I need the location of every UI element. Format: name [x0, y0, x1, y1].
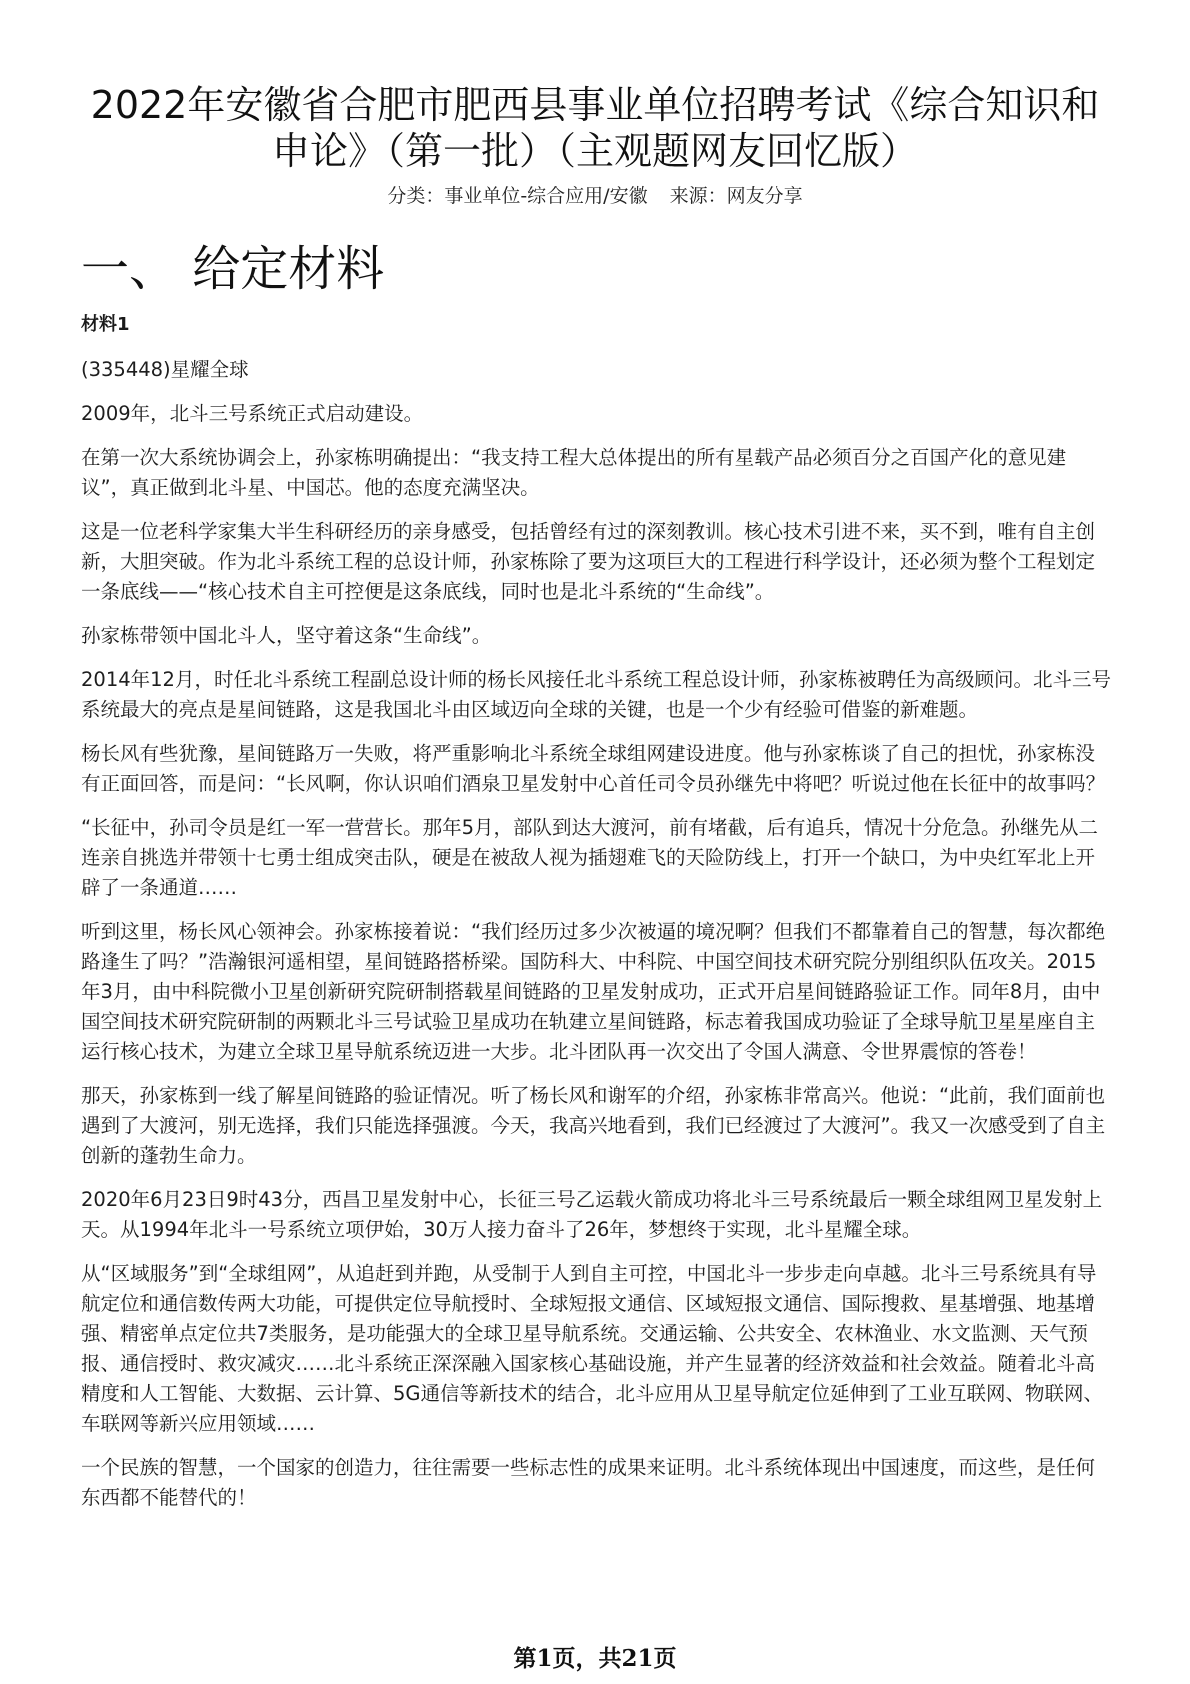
document-title: 2022年安徽省合肥市肥西县事业单位招聘考试《综合知识和申论》（第一批）（主观题网友回忆版）: [90, 83, 1100, 173]
section-heading: 一、 给定材料: [81, 241, 385, 297]
paragraph: 孙家栋带领中国北斗人，坚守着这条“生命线”。: [81, 624, 492, 647]
paragraph: 2009年，北斗三号系统正式启动建设。: [81, 402, 424, 425]
source-text: 来源：网友分享: [669, 185, 803, 207]
paragraph: 杨长风有些犹豫，星间链路万一失败，将严重影响北斗系统全球组网建设进度。他与孙家栋谈了自己的担忧，孙家栋没有正面回答，而是问：“长风啊，你认识咱们酒泉卫星发射中心首任司令员孙继先中将吧？听说过他在长征中的故事吗？: [81, 742, 1106, 795]
document-meta: [90, 184, 1100, 208]
paragraph: 在第一次大系统协调会上，孙家栋明确提出：“我支持工程大总体提出的所有星载产品必须百分之百国产化的意见建议”，真正做到北斗星、中国芯。他的态度充满坚决。: [81, 446, 1067, 499]
document-body: [81, 313, 1111, 1527]
paragraph: “长征中，孙司令员是红一军一营营长。那年5月，部队到达大渡河，前有堵截，后有追兵，情况十分危急。孙继先从二连亲自挑选并带领十七勇士组成突击队，硬是在被敌人视为插翅难飞的天险防线上，打开一个缺口，为中央红军北上开辟了一条通道……: [81, 816, 1099, 899]
paragraph: 从“区域服务”到“全球组网”，从追赶到并跑，从受制于人到自主可控，中国北斗一步步走向卓越。北斗三号系统具有导航定位和通信数传两大功能，可提供定位导航授时、全球短报文通信、区域短报文通信、国际搜救、星基增强、地基增强、精密单点定位共7类服务，是功能强大的全球卫星导航系统。交通运输、公共安全、农林渔业、水文监测、天气预报、通信授时、救灾减灾……北斗系统正深深融入国家核心基础设施，并产生显著的经济效益和社会效益。随着北斗高精度和人工智能、大数据、云计算、5G通信等新技术的结合，北斗应用从卫星导航定位延伸到了工业互联网、物联网、车联网等新兴应用领域……: [81, 1262, 1104, 1435]
paragraph: 一个民族的智慧，一个国家的创造力，往往需要一些标志性的成果来证明。北斗系统体现出中国速度，而这些，是任何东西都不能替代的！: [81, 1456, 1096, 1509]
page-number: 第1页，共21页: [513, 1645, 677, 1672]
material-label: 材料1: [81, 314, 130, 335]
paragraph: 2020年6月23日9时43分，西昌卫星发射中心，长征三号乙运载火箭成功将北斗三号系统最后一颗全球组网卫星发射上天。从1994年北斗一号系统立项伊始，30万人接力奋斗了26年，梦想终于实现，北斗星耀全球。: [81, 1188, 1103, 1241]
paragraph: 这是一位老科学家集大半生科研经历的亲身感受，包括曾经有过的深刻教训。核心技术引进不来，买不到，唯有自主创新，大胆突破。作为北斗系统工程的总设计师，孙家栋除了要为这项巨大的工程进行科学设计，还必须为整个工程划定一条底线——“核心技术自主可控便是这条底线，同时也是北斗系统的“生命线”。: [81, 520, 1096, 603]
paragraph: 那天，孙家栋到一线了解星间链路的验证情况。听了杨长风和谢军的介绍，孙家栋非常高兴。他说：“此前，我们面前也遇到了大渡河，别无选择，我们只能选择强渡。今天，我高兴地看到，我们已经渡过了大渡河”。我又一次感受到了自主创新的蓬勃生命力。: [81, 1084, 1106, 1167]
category-text: 分类：事业单位-综合应用/安徽: [387, 185, 648, 207]
paragraph: (335448)星耀全球: [81, 358, 249, 381]
paragraph: 听到这里，杨长风心领神会。孙家栋接着说：“我们经历过多少次被逼的境况啊？但我们不都靠着自己的智慧，每次都绝路逢生了吗？”浩瀚银河遥相望，星间链路搭桥梁。国防科大、中科院、中国空间技术研究院分别组织队伍攻关。2015年3月，由中科院微小卫星创新研究院研制搭载星间链路的卫星发射成功，正式开启星间链路验证工作。同年8月，由中国空间技术研究院研制的两颗北斗三号试验卫星成功在轨建立星间链路，标志着我国成功验证了全球导航卫星星座自主运行核心技术，为建立全球卫星导航系统迈进一大步。北斗团队再一次交出了令国人满意、令世界震惊的答卷！: [81, 920, 1106, 1063]
paragraph: 2014年12月，时任北斗系统工程副总设计师的杨长风接任北斗系统工程总设计师，孙家栋被聘任为高级顾问。北斗三号系统最大的亮点是星间链路，这是我国北斗由区域迈向全球的关键，也是一个少有经验可借鉴的新难题。: [81, 668, 1111, 721]
